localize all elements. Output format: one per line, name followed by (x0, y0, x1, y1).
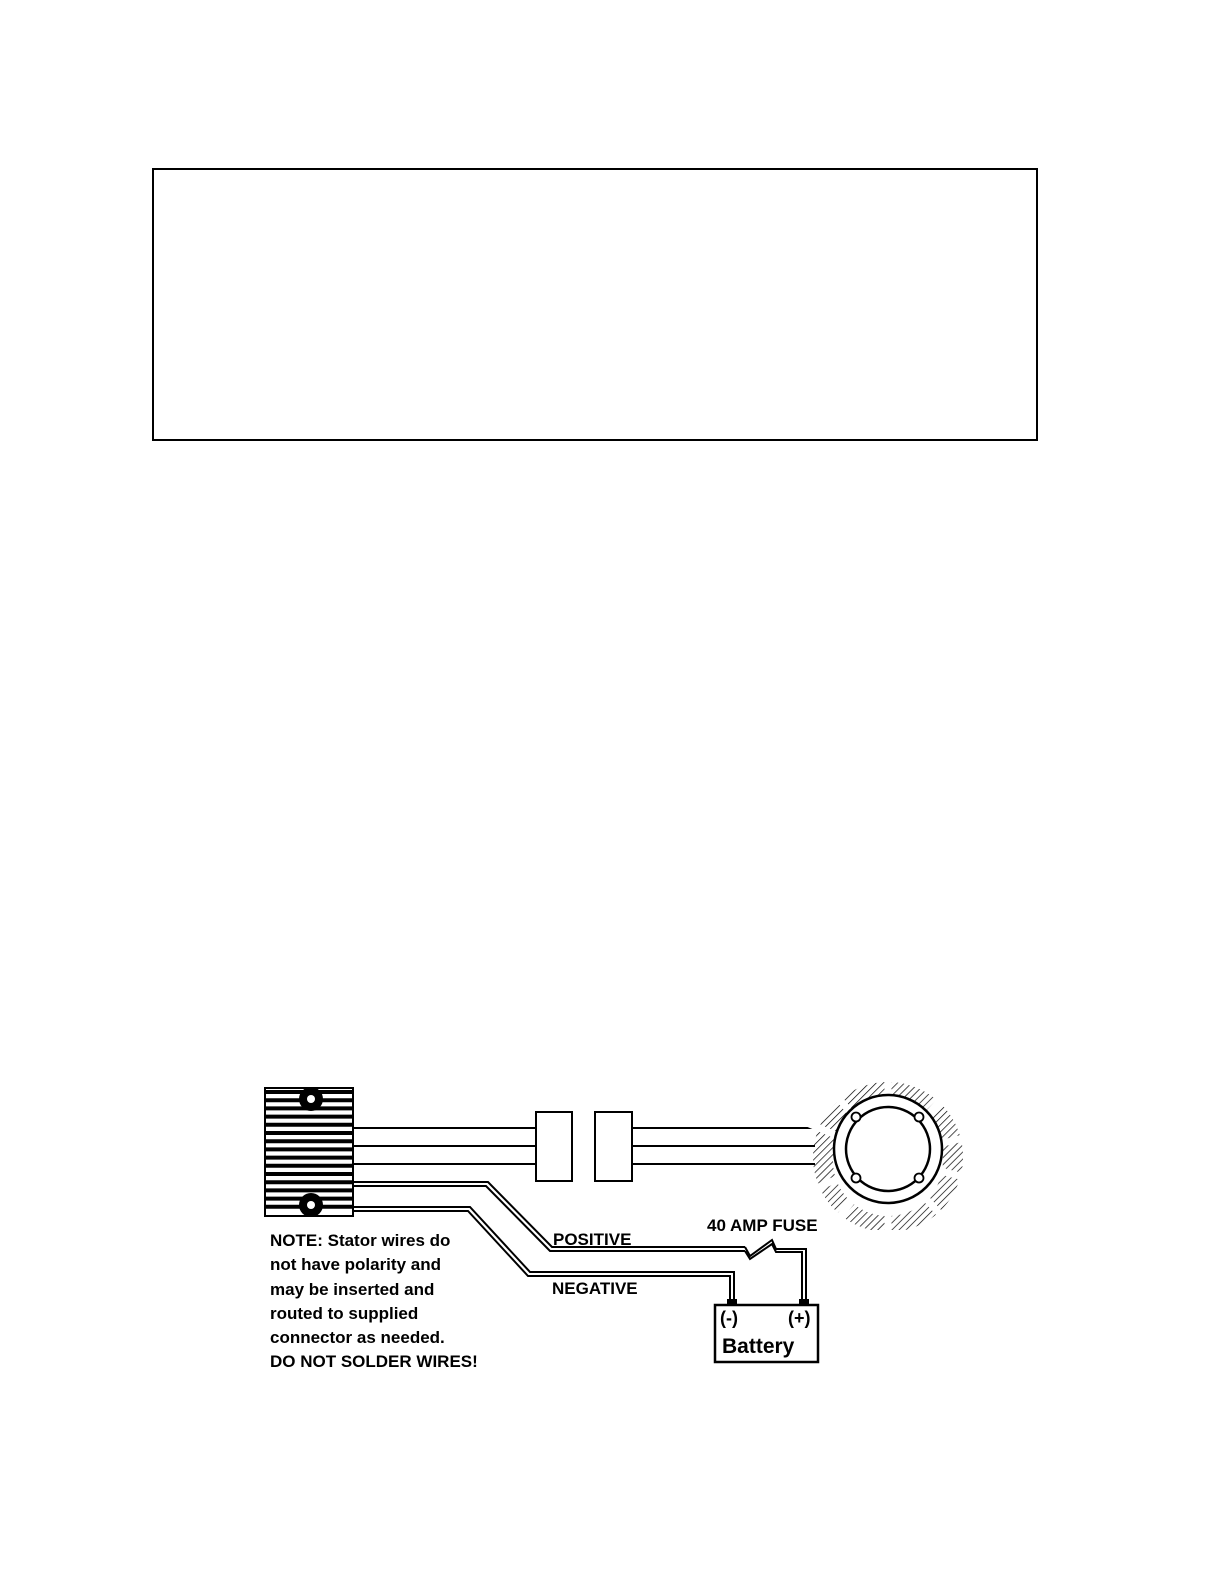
connector-left-half (536, 1112, 572, 1181)
stator-wires (353, 1128, 815, 1164)
note-line: not have polarity and (270, 1255, 441, 1275)
note-line: DO NOT SOLDER WIRES! (270, 1352, 478, 1372)
regulator (265, 1087, 353, 1217)
connector-right-half (595, 1112, 632, 1181)
battery-positive-terminal-label: (+) (788, 1308, 811, 1328)
fuse-label: 40 AMP FUSE (707, 1216, 818, 1235)
fuse (745, 1240, 806, 1306)
note-line: routed to supplied (270, 1303, 419, 1323)
stator-note (270, 1229, 478, 1375)
note-line: NOTE: Stator wires do (270, 1231, 451, 1250)
battery-label: Battery (722, 1335, 795, 1358)
battery-negative-terminal-label: (-) (720, 1308, 738, 1328)
regulator-mount-hole-top (299, 1087, 323, 1111)
note-line: connector as needed. (270, 1328, 445, 1348)
positive-label: POSITIVE (553, 1230, 632, 1249)
battery (715, 1299, 818, 1362)
negative-label: NEGATIVE (552, 1279, 638, 1298)
regulator-mount-hole-bottom (299, 1193, 323, 1217)
stator (800, 1070, 980, 1244)
note-line: may be inserted and (270, 1279, 435, 1299)
